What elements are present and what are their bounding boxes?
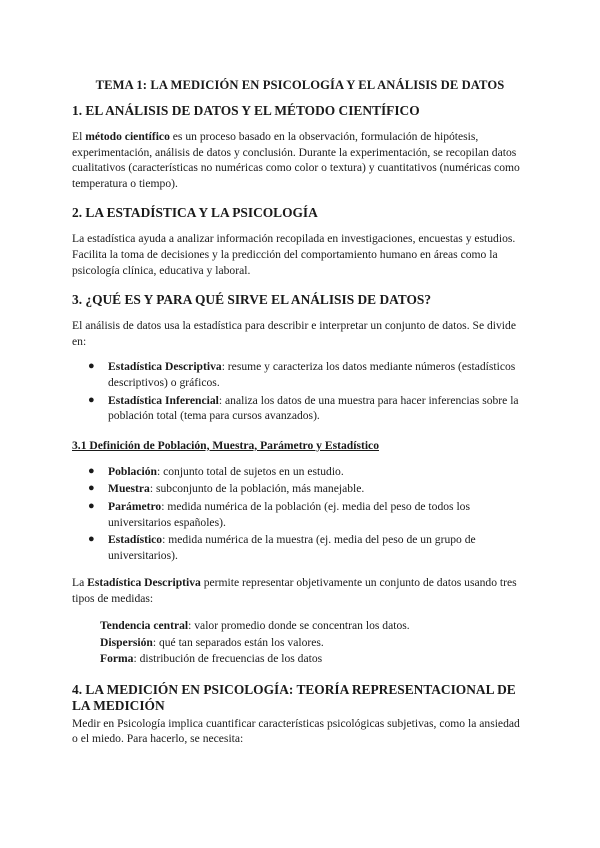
- descriptive-text-post: permite representar objetivamente un conjunto de datos usando tres tipos de medidas:: [72, 576, 517, 605]
- bullet-icon: ●: [88, 499, 95, 512]
- measure-term: Dispersión: [100, 635, 153, 649]
- measure-text: : distribución de frecuencias de los datos: [133, 652, 323, 666]
- bullet-icon: ●: [88, 533, 95, 546]
- list-item: [72, 393, 528, 424]
- list-item-text: : resume y caracteriza los datos mediante números (estadísticos descriptivos) o gráficos.: [108, 360, 516, 389]
- list-item-text: : conjunto total de sujetos en un estudio.: [156, 464, 344, 478]
- list-item-term: Estadístico: [108, 533, 163, 547]
- measure-item: [100, 635, 528, 651]
- section-4-paragraph: Medir en Psicología implica cuantificar características psicológicas subjetivas, como la ansiedad o el miedo. Para hacerlo, se necesita:: [72, 716, 520, 746]
- document-page: [72, 78, 528, 747]
- list-item: [72, 359, 528, 390]
- list-item-text: : analiza los datos de una muestra para hacer inferencias sobre la población total (tema para cursos avanzados).: [108, 393, 519, 423]
- section-1-heading: 1. EL ANÁLISIS DE DATOS Y EL MÉTODO CIENTÍFICO: [72, 103, 420, 118]
- list-item-text: : medida numérica de la población (ej. media del peso de todos los universitarios españoles).: [108, 499, 470, 529]
- section-1-paragraph: [72, 129, 528, 191]
- section-4-heading: 4. LA MEDICIÓN EN PSICOLOGÍA: TEORÍA REPRESENTACIONAL DE LA MEDICIÓN: [72, 681, 516, 713]
- list-item-term: Muestra: [108, 482, 150, 496]
- section-1-text-post: es un proceso basado en la observación, formulación de hipótesis, experimentación, análisis de datos y conclusión. Durante la experimentación, se recopilan datos cualitativos (características no numéricas como color o textura) y cuantitativos (numéricas como temperatura o tiempo).: [72, 130, 520, 190]
- section-3-list: [72, 359, 528, 423]
- section-2-paragraph: La estadística ayuda a analizar información recopilada en investigaciones, encuestas y estudios. Facilita la toma de decisiones y la predicción del comportamiento humano en áreas como la psicología clínica, educativa y laboral.: [72, 232, 516, 277]
- bullet-icon: ●: [88, 482, 95, 495]
- section-1-text-pre: El: [72, 130, 86, 143]
- measure-text: : valor promedio donde se concentran los datos.: [188, 619, 410, 633]
- list-item: [72, 481, 528, 497]
- section-2-heading: 2. LA ESTADÍSTICA Y LA PSICOLOGÍA: [72, 205, 318, 221]
- bullet-icon: ●: [88, 393, 95, 406]
- list-item-term: Estadística Inferencial: [108, 393, 219, 407]
- descriptive-text-pre: La: [72, 576, 88, 590]
- document-title: TEMA 1: LA MEDICIÓN EN PSICOLOGÍA Y EL ANÁLISIS DE DATOS: [95, 78, 505, 92]
- list-item-text: : medida numérica de la muestra (ej. media del peso de un grupo de universitarios).: [108, 533, 476, 562]
- measure-term: Tendencia central: [100, 619, 189, 633]
- measure-item: [100, 618, 528, 634]
- section-3-heading: 3. ¿QUÉ ES Y PARA QUÉ SIRVE EL ANÁLISIS DE DATOS?: [72, 292, 432, 308]
- measure-term: Forma: [100, 652, 134, 666]
- section-3-paragraph: El análisis de datos usa la estadística para describir e interpretar un conjunto de datos. Se divide en:: [72, 319, 516, 348]
- list-item-term: Población: [108, 464, 157, 478]
- measure-text: : qué tan separados están los valores.: [152, 635, 324, 649]
- bullet-icon: ●: [88, 464, 95, 477]
- list-item: [72, 464, 528, 480]
- measures-list: [100, 618, 528, 667]
- list-item-term: Estadística Descriptiva: [108, 360, 222, 374]
- list-item: [72, 499, 528, 530]
- descriptive-paragraph: [72, 575, 528, 606]
- list-item-text: : subconjunto de la población, más manejable.: [149, 482, 365, 496]
- measure-item: [100, 651, 528, 667]
- subsection-3-1-heading: 3.1 Definición de Población, Muestra, Parámetro y Estadístico: [72, 438, 379, 452]
- bullet-icon: ●: [88, 360, 95, 373]
- subsection-3-1-list: [72, 464, 528, 564]
- descriptive-bold-term: Estadística Descriptiva: [87, 576, 201, 590]
- list-item-term: Parámetro: [108, 499, 162, 513]
- list-item: [72, 532, 528, 563]
- section-1-bold-term: método científico: [85, 130, 170, 143]
